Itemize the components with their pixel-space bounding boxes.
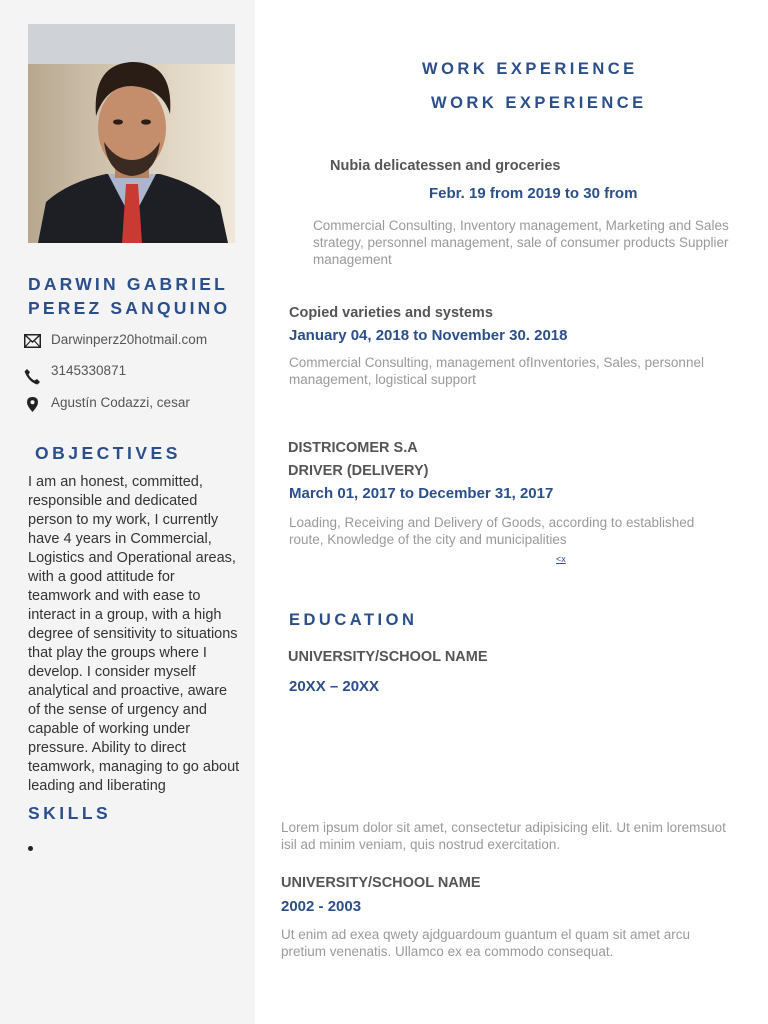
location-text: Agustín Codazzi, cesar (51, 395, 190, 410)
education-heading: EDUCATION (289, 611, 418, 629)
job-3-link[interactable]: <x (556, 554, 566, 564)
job-3-company: DISTRICOMER S.A (288, 440, 418, 456)
job-1-description: Commercial Consulting, Inventory management, Marketing and Sales strategy, personnel management, sale of consumer products Supplier management (313, 218, 729, 267)
sidebar (0, 0, 255, 1024)
contact-email (24, 332, 249, 352)
education-1-school: UNIVERSITY/SCHOOL NAME (288, 649, 488, 665)
job-3-role: DRIVER (DELIVERY) (288, 463, 429, 479)
contact-location (24, 395, 249, 415)
email-text: Darwinperz20hotmail.com (51, 332, 208, 347)
name-line-1: DARWIN GABRIEL (28, 274, 229, 294)
education-2-school: UNIVERSITY/SCHOOL NAME (281, 875, 481, 891)
job-1-company: Nubia delicatessen and groceries (330, 158, 561, 174)
education-2-years: 2002 - 2003 (281, 898, 362, 915)
job-1-date: Febr. 19 from 2019 to 30 from (429, 185, 638, 202)
contact-phone (24, 363, 249, 383)
skills-bullet (28, 846, 33, 851)
name-line-2: PEREZ SANQUINO (28, 298, 231, 318)
job-2-description: Commercial Consulting, management ofInventories, Sales, personnel management, logistical support (289, 355, 704, 387)
candidate-name (28, 272, 253, 320)
skills-heading: SKILLS (28, 803, 112, 823)
objectives-heading: OBJECTIVES (35, 443, 181, 463)
profile-photo (28, 24, 235, 243)
job-2-company: Copied varieties and systems (289, 305, 493, 321)
job-2-date: January 04, 2018 to November 30. 2018 (289, 327, 568, 344)
envelope-icon (24, 334, 42, 350)
job-3-description: Loading, Receiving and Delivery of Goods, according to established route, Knowledge of the city and municipalities (289, 515, 695, 547)
phone-text: 3145330871 (51, 363, 127, 378)
education-1-years: 20XX – 20XX (289, 678, 380, 695)
education-1-description: Lorem ipsum dolor sit amet, consectetur adipisicing elit. Ut enim loremsuot isil ad minim veniam, quis nostrud exercitation. (281, 820, 726, 852)
job-3-date: March 01, 2017 to December 31, 2017 (289, 485, 554, 502)
work-experience-heading: WORK EXPERIENCE (422, 60, 638, 78)
objectives-text: I am an honest, committed, responsible and dedicated person to my work, I currently have 4 years in Commercial, Logistics and Operational areas, with a good attitude for teamwork and with ease to interact in a group, with a high degree of sensitivity to situations that play the groups where I develop. I consider myself analytical and proactive, aware of the sense of urgency and capable of working under pressure. Ability to direct teamwork, managing to go about leading and liberating (28, 474, 240, 794)
education-2-description: Ut enim ad exea qwety ajdguardoum guantum el quam sit amet arcu pretium venenatis. Ullamco ex ea commodo consequat. (281, 927, 690, 959)
work-experience-heading-duplicate: WORK EXPERIENCE (431, 94, 647, 112)
location-pin-icon (27, 397, 45, 413)
phone-icon (24, 368, 42, 384)
